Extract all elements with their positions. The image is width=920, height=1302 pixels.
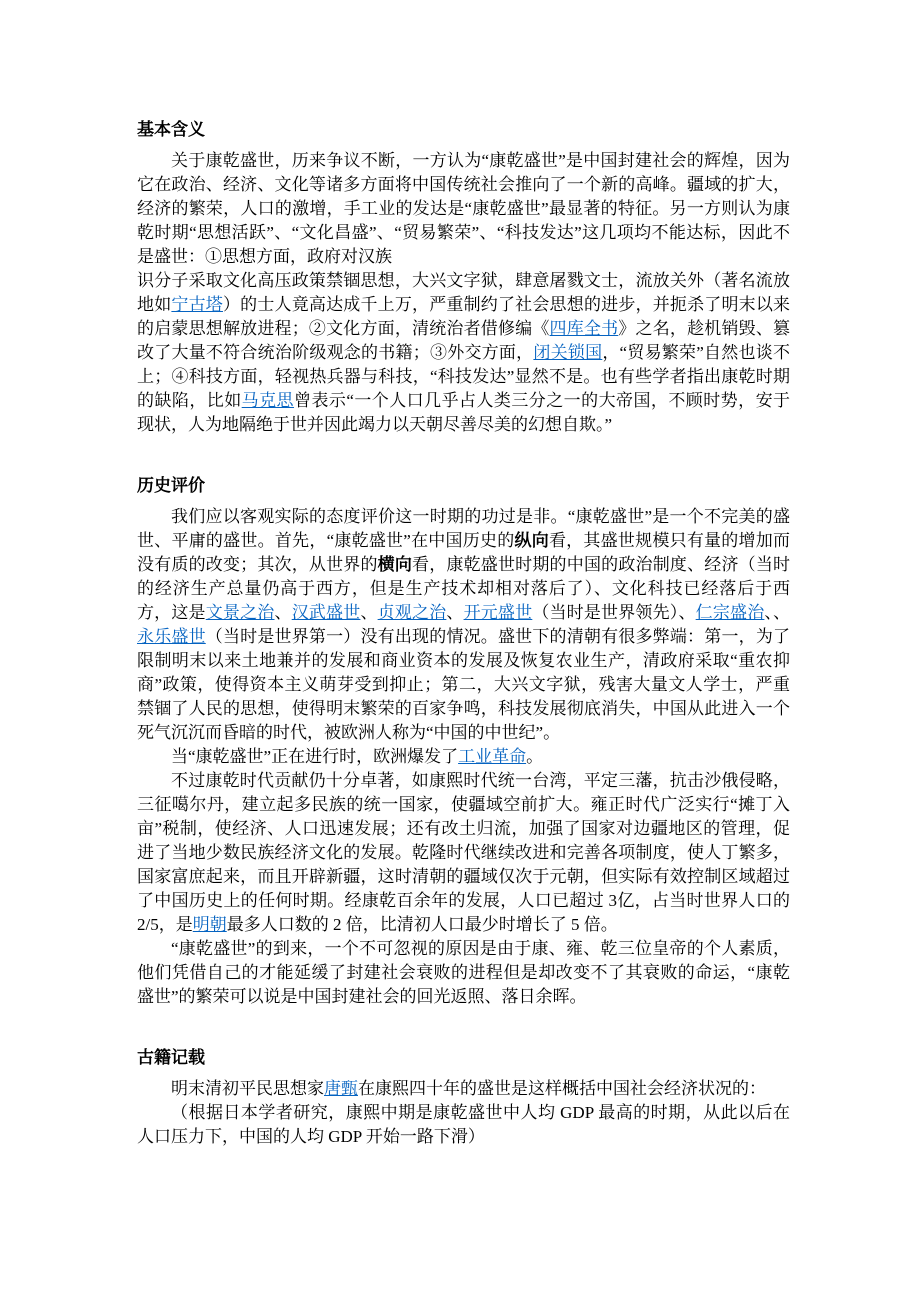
hyperlink[interactable]: 马克思 — [241, 391, 295, 410]
text-run: 明末清初平民思想家 — [171, 1079, 324, 1098]
paragraph — [137, 1077, 790, 1101]
paragraph — [137, 769, 790, 937]
text-run: ）的士人竟高达成千上万，严重制约了社会思想的进步，并扼杀了明末以来的启蒙思想解放进程；②文化方面，清统治者借修编《 — [137, 295, 791, 338]
hyperlink[interactable]: 明朝 — [192, 915, 227, 934]
text-run: 看，其盛世规模只有量的增加而没有质的改变；其次，从世界的 — [137, 531, 790, 574]
text-run: ，“贸易繁荣”自然也谈不上；④科技方面，轻视热兵器与科技，“科技发达”显然不是。也有些学者指出康乾时期的缺陷，比如 — [137, 343, 790, 410]
paragraph — [137, 505, 790, 745]
text-run: 。 — [526, 747, 544, 766]
text-run: 最多人口数的 2 倍，比清初人口最少时增长了 5 倍。 — [226, 915, 618, 934]
text-run: 》之名，趁机销毁、篡改了大量不符合统治阶级观念的书籍；③外交方面， — [137, 319, 791, 362]
text-run: 不过康乾时代贡献仍十分卓著，如康熙时代统一台湾，平定三藩，抗击沙俄侵略，三征噶尔丹，建立起多民族的统一国家，使疆域空前扩大。雍正时代广泛实行“摊丁入亩”税制，使经济、人口迅速发展；还有改土归流，加强了国家对边疆地区的管理，促进了当地少数民族经济文化的发展。乾隆时代继续改进和完善各项制度，使人丁繁多，国家富庶起来，而且开辟新疆，这时清朝的疆域仅次于元朝，但实际有效控制区域超过了中国历史上的任何时期。经康乾百余年的发展，人口已超过 3亿，占当时世界人口的2/5，是 — [137, 771, 790, 934]
text-run: （根据日本学者研究，康熙中期是康乾盛世中人均 GDP 最高的时期，从此以后在人口压力下，中国的人均 GDP 开始一路下滑） — [137, 1103, 790, 1146]
heading-basic-meaning: 基本含义 — [137, 120, 205, 139]
section-basic-meaning — [137, 118, 790, 437]
paragraph — [137, 1101, 790, 1149]
bold-text-run: 纵向 — [514, 531, 549, 550]
text-run: 当“康乾盛世”正在进行时，欧洲爆发了 — [171, 747, 459, 766]
text-run: （当时是世界领先）、 — [532, 603, 696, 622]
text-run: 我们应以客观实际的态度评价这一时期的功过是非。“康乾盛世”是一个不完美的盛世、平庸的盛世。首先，“康乾盛世”在中国历史的 — [137, 507, 790, 550]
paragraph — [137, 745, 790, 769]
text-run: 看，康乾盛世时期的中国的政治制度、经济（当时的经济生产总量仍高于西方，但是生产技术却相对落后了）、文化科技已经落后于西方，这是 — [137, 555, 791, 622]
section-ancient-records — [137, 1046, 790, 1149]
text-run: 、、 — [764, 603, 791, 622]
hyperlink[interactable]: 四库全书 — [549, 319, 619, 338]
hyperlink[interactable]: 文景之治 — [205, 603, 275, 622]
paragraph — [137, 937, 790, 1009]
hyperlink[interactable]: 贞观之治 — [377, 603, 447, 622]
paragraph — [137, 149, 790, 269]
text-run: 、 — [274, 603, 292, 622]
hyperlink[interactable]: 宁古塔 — [171, 295, 223, 314]
paragraph — [137, 269, 790, 437]
heading-historical-evaluation: 历史评价 — [137, 476, 205, 495]
text-run: “康乾盛世”的到来，一个不可忽视的原因是由于康、雍、乾三位皇帝的个人素质，他们凭借自己的才能延缓了封建社会衰败的进程但是却改变不了其衰败的命运，“康乾盛世”的繁荣可以说是中国封建社会的回光返照、落日余晖。 — [137, 939, 790, 1006]
text-run: 关于康乾盛世，历来争议不断，一方认为“康乾盛世”是中国封建社会的辉煌，因为它在政治、经济、文化等诸多方面将中国传统社会推向了一个新的高峰。疆域的扩大，经济的繁荣，人口的激增，手工业的发达是“康乾盛世”最显著的特征。另一方则认为康乾时期“思想活跃”、“文化昌盛”、“贸易繁荣”、“科技发达”这几项均不能达标，因此不是盛世：①思想方面，政府对汉族 — [137, 151, 790, 266]
hyperlink[interactable]: 汉武盛世 — [291, 603, 361, 622]
text-run: 识分子采取文化高压政策禁锢思想，大兴文字狱，肆意屠戮文士，流放关外（著名流放地如 — [137, 271, 790, 314]
text-run: 在康熙四十年的盛世是这样概括中国社会经济状况的： — [358, 1079, 766, 1098]
text-run: 、 — [446, 603, 464, 622]
text-run: 曾表示“一个人口几乎占人类三分之一的大帝国，不顾时势，安于现状，人为地隔绝于世并因此竭力以天朝尽善尽美的幻想自欺。” — [137, 391, 791, 434]
hyperlink[interactable]: 工业革命 — [458, 747, 527, 766]
hyperlink[interactable]: 永乐盛世 — [137, 627, 206, 646]
bold-text-run: 横向 — [377, 555, 413, 574]
hyperlink[interactable]: 闭关锁国 — [533, 343, 603, 362]
hyperlink[interactable]: 开元盛世 — [463, 603, 533, 622]
text-run: 、 — [360, 603, 378, 622]
heading-ancient-records: 古籍记载 — [137, 1048, 205, 1067]
hyperlink[interactable]: 仁宗盛治 — [695, 603, 765, 622]
section-historical-evaluation — [137, 474, 790, 1009]
hyperlink[interactable]: 唐甄 — [324, 1079, 358, 1098]
text-run: （当时是世界第一）没有出现的情况。盛世下的清朝有很多弊端：第一，为了限制明末以来土地兼并的发展和商业资本的发展及恢复农业生产，清政府采取“重农抑商”政策，使得资本主义萌芽受到抑止；第二，大兴文字狱，残害大量文人学士，严重禁锢了人民的思想，使得明末繁荣的百家争鸣，科技发展彻底消失，中国从此进入一个死气沉沉而昏暗的时代，被欧洲人称为“中国的中世纪”。 — [137, 627, 791, 742]
